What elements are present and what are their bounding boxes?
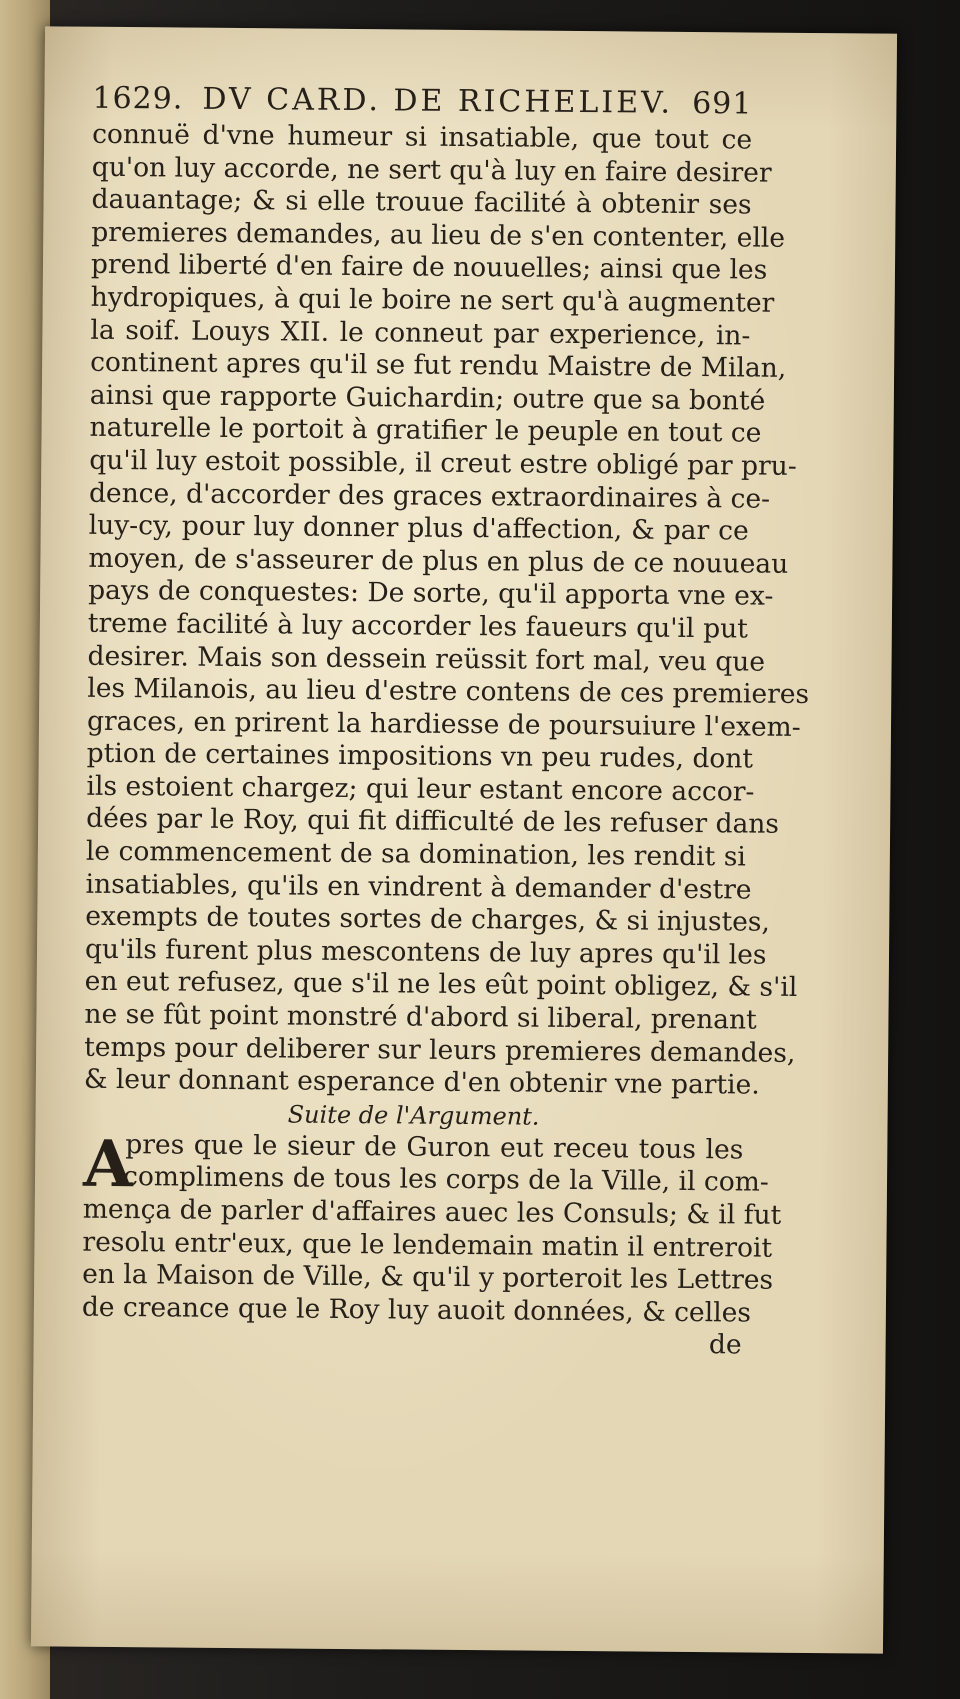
text-line: dence, d'accorder des graces extraordinaires à ce- xyxy=(88,477,771,515)
text-line: resolu entr'eux, que le lendemain matin il entreroit xyxy=(82,1226,773,1264)
running-head-year: 1629. xyxy=(92,80,184,117)
text-line: le commencement de sa domination, les rendit si xyxy=(85,835,746,873)
text-line: ainsi que rapporte Guichardin; outre que sa bonté xyxy=(89,379,766,417)
page-text-block xyxy=(81,79,810,1363)
paragraph-one xyxy=(83,118,810,1103)
paragraph-two xyxy=(81,1126,782,1363)
text-line: ption de certaines impositions vn peu rudes, dont xyxy=(86,737,754,775)
text-line: dauantage; & si elle trouue facilité à obtenir ses xyxy=(91,183,752,221)
text-line: pays de conquestes: De sorte, qu'il apporta vne ex- xyxy=(88,575,774,613)
book-page xyxy=(31,26,897,1653)
text-line: desirer. Mais son dessein reüssit fort mal, veu que xyxy=(87,640,766,678)
text-line: qu'ils furent plus mescontens de luy apres qu'il les xyxy=(84,933,767,971)
text-line: qu'il luy estoit possible, il creut estre obligé par pru- xyxy=(89,444,797,482)
catchword: de xyxy=(708,1329,742,1361)
text-line: insatiables, qu'ils en vindrent à demander d'estre xyxy=(85,868,752,906)
text-line: connuë d'vne humeur si insatiable, que tout ce xyxy=(92,118,753,156)
text-line: treme facilité à luy accorder les faueurs qu'il put xyxy=(87,607,748,645)
text-line: ne se fût point monstré d'abord si liberal, prenant xyxy=(84,998,757,1036)
drop-cap-letter: A xyxy=(82,1126,134,1202)
text-line: en eut refusez, que s'il ne les eût point obligez, & s'il xyxy=(84,966,798,1004)
running-head xyxy=(92,79,752,125)
text-line: en la Maison de Ville, & qu'il y porteroit les Lettres xyxy=(82,1258,774,1296)
text-line: qu'on luy accorde, ne sert qu'à luy en faire desirer xyxy=(91,151,772,189)
text-line: la soif. Louys XII. le conneut par experience, in- xyxy=(90,314,751,352)
section-heading: Suite de l'Argument. xyxy=(287,1100,540,1131)
text-line: continent apres qu'il se fut rendu Maistre de Milan, xyxy=(90,346,787,384)
running-head-title: DV CARD. DE RICHELIEV. xyxy=(202,81,674,121)
text-line: premieres demandes, au lieu de s'en contenter, elle xyxy=(91,216,786,254)
text-line: temps pour deliberer sur leurs premieres demandes, xyxy=(84,1031,796,1069)
text-line: les Milanois, au lieu d'estre contens de ces premieres xyxy=(87,672,810,711)
text-line: graces, en prirent la hardiesse de poursuiure l'exem- xyxy=(86,705,801,743)
text-line: de creance que le Roy luy auoit données, & celles xyxy=(81,1291,752,1329)
text-line: mença de parler d'affaires auec les Consuls; & il fut xyxy=(82,1193,782,1231)
text-line: & leur donnant esperance d'en obtenir vne partie. xyxy=(83,1063,760,1101)
text-line: moyen, de s'asseurer de plus en plus de ce nouueau xyxy=(88,542,789,580)
text-line: ils estoient chargez; qui leur estant encore accor- xyxy=(86,770,755,808)
text-line: prend liberté d'en faire de nouuelles; ainsi que les xyxy=(90,249,768,286)
text-line: luy-cy, pour luy donner plus d'affection, & par ce xyxy=(88,509,749,547)
page-number: 691 xyxy=(692,85,753,122)
text-line: hydropiques, à qui le boire ne sert qu'à augmenter xyxy=(90,281,775,319)
text-line: naturelle le portoit à gratifier le peuple en tout ce xyxy=(89,412,762,449)
text-line: pres que le sieur de Guron eut receu tous les xyxy=(125,1128,744,1166)
text-line: complimens de tous les corps de la Ville, il com- xyxy=(122,1161,769,1199)
text-line: exempts de toutes sortes de charges, & si injustes, xyxy=(85,900,771,938)
text-line: dées par le Roy, qui fit difficulté de les refuser dans xyxy=(86,803,780,841)
